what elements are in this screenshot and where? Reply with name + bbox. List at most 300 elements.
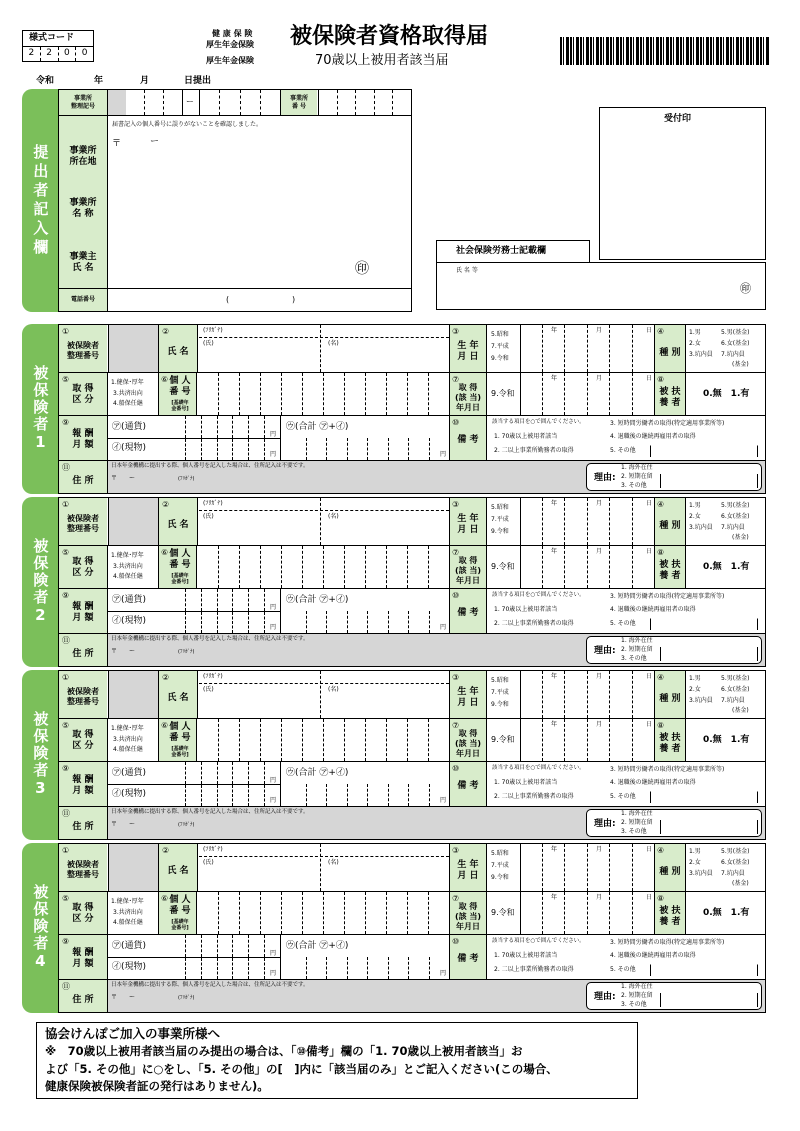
remarks-option-1[interactable]: 1. 70歳以上被用者該当 — [494, 433, 558, 440]
pay-label — [59, 597, 107, 629]
field-num-7: ⑦ — [452, 548, 460, 557]
type-option[interactable]: 1.男 — [689, 675, 701, 682]
address-field[interactable] — [110, 830, 580, 838]
insured-side-label — [26, 670, 54, 840]
insured-block-1 — [0, 324, 800, 494]
address-field[interactable] — [110, 1003, 580, 1011]
era-option[interactable]: 7.平成 — [491, 516, 509, 523]
reason-other-field[interactable] — [660, 820, 758, 834]
acq-option[interactable]: 3.共済出向 — [113, 736, 143, 743]
form-code-digit: 0 — [59, 47, 77, 61]
dependent-options[interactable]: 0.無 1.有 — [703, 908, 750, 918]
pay-kind-field[interactable] — [170, 612, 280, 633]
acq-type-label — [59, 380, 107, 410]
acq-date-era: 9.令和 — [491, 735, 515, 744]
form-subtitle: 70歳以上被用者該当届 — [315, 53, 449, 68]
remarks-option-3[interactable]: 3. 短時間労働者の取得(特定適用事業所等) — [610, 939, 725, 946]
birth-month-unit: 月 — [596, 327, 603, 334]
mynum-sub-label-text: [基礎年 金番号] — [171, 572, 189, 585]
insured-name-field[interactable] — [200, 867, 448, 889]
reason-label: 理由: — [594, 992, 616, 1002]
type-option[interactable]: 7.坑内員 — [721, 351, 745, 358]
birth-year-unit: 年 — [551, 327, 558, 334]
mynum-label-text: 個 人 番 号 — [169, 894, 191, 916]
reason-option[interactable]: 3. その他 — [621, 482, 647, 489]
acq-option[interactable]: 4.船保任継 — [113, 573, 143, 580]
acq-type-label-text: 取 得 区 分 — [72, 902, 94, 924]
mynum-sub-label — [163, 571, 197, 587]
remarks-option-2[interactable]: 2. 二以上事業所勤務者の取得 — [494, 793, 574, 800]
mynum-sub-label-text: [基礎年 金番号] — [171, 745, 189, 758]
insured-reg-label — [59, 509, 107, 539]
acq-date-label-text: 取 得 (該 当) 年月日 — [454, 556, 482, 585]
remarks-option-1[interactable]: 1. 70歳以上被用者該当 — [494, 779, 558, 786]
insured-name-field[interactable] — [200, 521, 448, 543]
remarks-note: 該当する項目を○で囲んでください。 — [492, 938, 585, 944]
address-field[interactable] — [110, 484, 580, 492]
dependent-options[interactable]: 0.無 1.有 — [703, 562, 750, 572]
owner-name-field[interactable] — [110, 246, 360, 280]
remarks-other-field[interactable] — [650, 618, 758, 630]
address-postal: 〒 ー — [111, 475, 136, 482]
type-option[interactable]: 5.男(基金) — [721, 502, 750, 509]
acq-date-field[interactable] — [520, 546, 654, 588]
acq-month-unit: 月 — [596, 375, 603, 382]
mynum-label — [163, 374, 197, 400]
dependent-label — [654, 728, 686, 760]
pay-currency-field[interactable] — [170, 589, 280, 611]
reason-other-field[interactable] — [660, 993, 758, 1007]
type-option[interactable]: 3.坑内員 — [689, 697, 713, 704]
pay-sum-yen: 円 — [440, 451, 447, 458]
acq-option[interactable]: 3.共済出向 — [113, 563, 143, 570]
era-option[interactable]: 7.平成 — [491, 862, 509, 869]
sharoushi-box[interactable] — [436, 262, 766, 310]
dependent-label-text: 被 扶 養 者 — [659, 386, 681, 408]
type-option[interactable]: 1.男 — [689, 502, 701, 509]
insured-side-text: 被保険者2 — [31, 538, 50, 626]
phone-paren-open: ( — [226, 295, 230, 304]
address-note: 日本年金機構に提出する際、個人番号を記入した場合は、住所記入は不要です。 — [111, 636, 309, 642]
birth-month-unit: 月 — [596, 846, 603, 853]
type-option[interactable]: 6.女(基金) — [721, 859, 750, 866]
pay-sum-label: ㋒(合計 ㋐+㋑) — [286, 941, 349, 951]
office-num-label-text: 事業所 番 号 — [289, 95, 308, 110]
acq-option[interactable]: 3.共済出向 — [113, 390, 143, 397]
field-num-2: ② — [162, 846, 170, 855]
type-option[interactable]: 2.女 — [689, 859, 701, 866]
office-reg-shaded — [108, 90, 126, 115]
remarks-option-4[interactable]: 4. 退職後の継続再雇用者の取得 — [610, 433, 696, 440]
field-num-9: ⑨ — [62, 418, 70, 427]
pay-label — [59, 770, 107, 802]
field-num-11: ⑪ — [62, 809, 70, 818]
phone-paren-close: ) — [292, 295, 296, 304]
pay-kind-yen: 円 — [270, 624, 277, 631]
pay-sum-yen: 円 — [440, 624, 447, 631]
birth-label — [449, 509, 487, 541]
office-address-field[interactable] — [110, 150, 408, 180]
address-label: 住 所 — [72, 822, 94, 833]
given-name-label: (名) — [328, 686, 339, 693]
type-option[interactable]: 2.女 — [689, 340, 701, 347]
reason-other-field[interactable] — [660, 474, 758, 488]
birth-day-unit: 日 — [646, 327, 653, 334]
mynum-sub-label — [163, 398, 197, 414]
address-label: 住 所 — [72, 649, 94, 660]
field-num-8: ⑧ — [657, 548, 665, 557]
acq-date-field[interactable] — [520, 719, 654, 761]
field-num-10: ⑩ — [452, 418, 460, 427]
field-num-6: ⑥ — [161, 721, 169, 730]
remarks-label: 備 考 — [457, 781, 479, 792]
type-option[interactable]: 7.坑内員 — [721, 870, 745, 877]
pay-label-text: 報 酬 月 額 — [72, 774, 94, 796]
acq-option[interactable]: 4.船保任継 — [113, 746, 143, 753]
type-label: 種 別 — [659, 694, 681, 705]
type-option[interactable]: 2.女 — [689, 513, 701, 520]
insurance-type-2: 厚生年金保険 — [206, 40, 254, 49]
insured-reg-shaded — [108, 844, 158, 891]
pay-label-text: 報 酬 月 額 — [72, 428, 94, 450]
remarks-option-3[interactable]: 3. 短時間労働者の取得(特定適用事業所等) — [610, 420, 725, 427]
office-num-field[interactable] — [318, 90, 411, 115]
acq-option[interactable]: 1.健保･厚年 — [111, 379, 144, 386]
insured-side-label — [26, 324, 54, 494]
type-option[interactable]: 7.坑内員 — [721, 524, 745, 531]
reason-option[interactable]: 3. その他 — [621, 828, 647, 835]
remarks-label: 備 考 — [457, 608, 479, 619]
birth-date-field[interactable] — [520, 844, 654, 891]
submitter-side-text: 提出者記入欄 — [31, 143, 50, 258]
remarks-other-field[interactable] — [650, 445, 758, 457]
reason-option[interactable]: 2. 短期在留 — [621, 473, 653, 480]
birth-day-unit: 日 — [646, 846, 653, 853]
office-name-label-text: 事業所 名 称 — [69, 197, 97, 219]
field-num-7: ⑦ — [452, 721, 460, 730]
pay-sum-yen: 円 — [440, 797, 447, 804]
field-num-1: ① — [62, 673, 70, 682]
remarks-option-5[interactable]: 5. その他 — [610, 793, 636, 800]
remarks-other-field[interactable] — [650, 791, 758, 803]
surname-label: (氏) — [203, 686, 214, 693]
type-option[interactable]: 3.坑内員 — [689, 351, 713, 358]
dependent-label-text: 被 扶 養 者 — [659, 905, 681, 927]
type-option[interactable]: 1.男 — [689, 848, 701, 855]
office-reg-field-2[interactable] — [200, 90, 280, 115]
pay-currency-field[interactable] — [170, 416, 280, 438]
type-option[interactable]: 5.男(基金) — [721, 848, 750, 855]
birth-month-unit: 月 — [596, 500, 603, 507]
form-code-box — [22, 30, 94, 62]
acq-date-field[interactable] — [520, 373, 654, 415]
mynum-label — [163, 720, 197, 746]
type-option-note: (基金) — [732, 361, 749, 368]
pay-kind-label: ㋑(現物) — [112, 443, 147, 453]
era-option[interactable]: 5.昭和 — [491, 677, 509, 684]
acq-date-era: 9.令和 — [491, 389, 515, 398]
reason-option[interactable]: 1. 海外在住 — [621, 983, 653, 990]
address-furigana: (ﾌﾘｶﾞﾅ) — [178, 822, 195, 828]
insured-reg-label-text: 被保険者 整理番号 — [67, 860, 99, 879]
pay-kind-field[interactable] — [170, 439, 280, 460]
phone-field[interactable] — [110, 290, 408, 310]
insured-side-text: 被保険者1 — [31, 365, 50, 453]
acq-option[interactable]: 4.船保任継 — [113, 400, 143, 407]
type-option[interactable]: 3.坑内員 — [689, 870, 713, 877]
insured-side-text: 被保険者3 — [31, 711, 50, 799]
era-option[interactable]: 5.昭和 — [491, 850, 509, 857]
address-field[interactable] — [110, 657, 580, 665]
remarks-option-1[interactable]: 1. 70歳以上被用者該当 — [494, 952, 558, 959]
type-option[interactable]: 6.女(基金) — [721, 340, 750, 347]
birth-day-unit: 日 — [646, 673, 653, 680]
pay-label-text: 報 酬 月 額 — [72, 947, 94, 969]
mynum-field[interactable] — [198, 892, 449, 934]
insured-side-text: 被保険者4 — [31, 884, 50, 972]
sharoushi-label: 社会保険労務士記載欄 — [456, 246, 547, 256]
insured-name-field[interactable] — [200, 348, 448, 370]
insured-reg-label — [59, 855, 107, 885]
pay-kind-field[interactable] — [170, 785, 280, 806]
reason-option[interactable]: 2. 短期在留 — [621, 646, 653, 653]
type-option[interactable]: 6.女(基金) — [721, 686, 750, 693]
type-option[interactable]: 2.女 — [689, 686, 701, 693]
insurance-type-1: 健 康 保 険 — [212, 29, 253, 38]
acq-date-label — [449, 382, 487, 414]
remarks-option-5[interactable]: 5. その他 — [610, 447, 636, 454]
pay-currency-label: ㋐(通貨) — [112, 595, 147, 605]
era-option[interactable]: 9.令和 — [491, 701, 509, 708]
type-option-note: (基金) — [732, 534, 749, 541]
insured-name-field[interactable] — [200, 694, 448, 716]
dependent-label — [654, 555, 686, 587]
mynumber-note: 届書記入の個人番号に誤りがないことを確認しました。 — [112, 121, 263, 128]
remarks-option-2[interactable]: 2. 二以上事業所勤務者の取得 — [494, 447, 574, 454]
acq-type-label-text: 取 得 区 分 — [72, 383, 94, 405]
acq-option[interactable]: 1.健保･厚年 — [111, 898, 144, 905]
address-postal: 〒 ー — [111, 648, 136, 655]
name-furigana-label: (ﾌﾘｶﾞﾅ) — [203, 673, 223, 680]
remarks-option-3[interactable]: 3. 短時間労働者の取得(特定適用事業所等) — [610, 593, 725, 600]
field-num-1: ① — [62, 846, 70, 855]
era-option[interactable]: 9.令和 — [491, 528, 509, 535]
acq-date-label — [449, 728, 487, 760]
birth-year-unit: 年 — [551, 673, 558, 680]
surname-label: (氏) — [203, 340, 214, 347]
pay-sum-field[interactable] — [286, 611, 449, 633]
field-num-9: ⑨ — [62, 937, 70, 946]
field-num-2: ② — [162, 500, 170, 509]
surname-label: (氏) — [203, 513, 214, 520]
reason-option[interactable]: 2. 短期在留 — [621, 992, 653, 999]
birth-year-unit: 年 — [551, 500, 558, 507]
reason-label: 理由: — [594, 646, 616, 656]
insurance-type-3: 厚生年金保険 — [206, 56, 254, 65]
field-num-1: ① — [62, 500, 70, 509]
pay-sum-yen: 円 — [440, 970, 447, 977]
office-name-field[interactable] — [110, 192, 408, 226]
field-num-7: ⑦ — [452, 375, 460, 384]
birth-month-unit: 月 — [596, 673, 603, 680]
date-month: 月 — [140, 76, 150, 86]
pay-kind-field[interactable] — [170, 958, 280, 979]
date-year: 年 — [94, 76, 104, 86]
remarks-option-4[interactable]: 4. 退職後の継続再雇用者の取得 — [610, 952, 696, 959]
mynum-label — [163, 547, 197, 573]
pay-kind-yen: 円 — [270, 797, 277, 804]
given-name-label: (名) — [328, 340, 339, 347]
address-furigana: (ﾌﾘｶﾞﾅ) — [178, 649, 195, 655]
acq-type-label — [59, 553, 107, 583]
era-option[interactable]: 5.昭和 — [491, 331, 509, 338]
pay-kind-yen: 円 — [270, 451, 277, 458]
pay-currency-label: ㋐(通貨) — [112, 422, 147, 432]
type-label: 種 別 — [659, 521, 681, 532]
pay-sum-field[interactable] — [286, 784, 449, 806]
era-option[interactable]: 7.平成 — [491, 689, 509, 696]
field-num-3: ③ — [452, 500, 460, 509]
reason-label: 理由: — [594, 473, 616, 483]
type-option[interactable]: 3.坑内員 — [689, 524, 713, 531]
reason-option[interactable]: 1. 海外在住 — [621, 810, 653, 817]
field-num-6: ⑥ — [161, 375, 169, 384]
type-option[interactable]: 7.坑内員 — [721, 697, 745, 704]
field-num-8: ⑧ — [657, 375, 665, 384]
receipt-stamp-box — [599, 107, 766, 260]
insured-name-label: 氏 名 — [167, 693, 189, 704]
insured-reg-label — [59, 682, 107, 712]
insured-reg-shaded — [108, 498, 158, 545]
field-num-8: ⑧ — [657, 721, 665, 730]
remarks-option-2[interactable]: 2. 二以上事業所勤務者の取得 — [494, 966, 574, 973]
address-label: 住 所 — [72, 476, 94, 487]
era-option[interactable]: 7.平成 — [491, 343, 509, 350]
acq-date-label-text: 取 得 (該 当) 年月日 — [454, 902, 482, 931]
insured-block-4 — [0, 843, 800, 1013]
field-num-1: ① — [62, 327, 70, 336]
field-num-2: ② — [162, 327, 170, 336]
field-num-5: ⑤ — [62, 894, 70, 903]
dependent-options[interactable]: 0.無 1.有 — [703, 389, 750, 399]
era-option[interactable]: 5.昭和 — [491, 504, 509, 511]
field-num-4: ④ — [657, 327, 665, 336]
pay-sum-field[interactable] — [286, 957, 449, 979]
acq-day-unit: 日 — [646, 375, 653, 382]
birth-date-field[interactable] — [520, 325, 654, 372]
insured-reg-label-text: 被保険者 整理番号 — [67, 341, 99, 360]
mynum-label — [163, 893, 197, 919]
office-address-label-text: 事業所 所在地 — [69, 145, 97, 167]
phone-label: 電話番号 — [70, 296, 95, 304]
remarks-option-4[interactable]: 4. 退職後の継続再雇用者の取得 — [610, 779, 696, 786]
pay-sum-field[interactable] — [286, 438, 449, 460]
acq-date-field[interactable] — [520, 892, 654, 934]
pay-currency-field[interactable] — [170, 762, 280, 784]
remarks-option-4[interactable]: 4. 退職後の継続再雇用者の取得 — [610, 606, 696, 613]
remarks-option-3[interactable]: 3. 短時間労働者の取得(特定適用事業所等) — [610, 766, 725, 773]
insured-name-label: 氏 名 — [167, 520, 189, 531]
pay-label — [59, 943, 107, 975]
remarks-option-5[interactable]: 5. その他 — [610, 966, 636, 973]
pay-currency-yen: 円 — [270, 950, 277, 957]
office-name-label — [59, 192, 107, 226]
insured-reg-label-text: 被保険者 整理番号 — [67, 514, 99, 533]
birth-day-unit: 日 — [646, 500, 653, 507]
reason-option[interactable]: 3. その他 — [621, 1001, 647, 1008]
type-option[interactable]: 5.男(基金) — [721, 675, 750, 682]
address-postal: 〒 ー — [111, 994, 136, 1001]
acq-option[interactable]: 4.船保任継 — [113, 919, 143, 926]
acq-date-era: 9.令和 — [491, 562, 515, 571]
insured-reg-shaded — [108, 325, 158, 372]
remarks-note: 該当する項目を○で囲んでください。 — [492, 765, 585, 771]
pay-kind-label: ㋑(現物) — [112, 789, 147, 799]
acq-option[interactable]: 3.共済出向 — [113, 909, 143, 916]
birth-label-text: 生 年 月 日 — [457, 859, 479, 881]
era-option[interactable]: 9.令和 — [491, 355, 509, 362]
type-option[interactable]: 5.男(基金) — [721, 329, 750, 336]
pay-label — [59, 424, 107, 456]
type-label: 種 別 — [659, 867, 681, 878]
birth-label-text: 生 年 月 日 — [457, 340, 479, 362]
birth-date-field[interactable] — [520, 498, 654, 545]
form-code-digit: 2 — [41, 47, 59, 61]
pay-currency-yen: 円 — [270, 431, 277, 438]
remarks-option-2[interactable]: 2. 二以上事業所勤務者の取得 — [494, 620, 574, 627]
pay-label-text: 報 酬 月 額 — [72, 601, 94, 623]
receipt-label: 受付印 — [664, 114, 692, 124]
insured-reg-label — [59, 336, 107, 366]
address-label: 住 所 — [72, 995, 94, 1006]
remarks-option-1[interactable]: 1. 70歳以上被用者該当 — [494, 606, 558, 613]
field-num-8: ⑧ — [657, 894, 665, 903]
office-reg-field[interactable] — [126, 90, 182, 115]
pay-currency-field[interactable] — [170, 935, 280, 957]
pay-currency-label: ㋐(通貨) — [112, 768, 147, 778]
birth-label — [449, 336, 487, 368]
mynum-field[interactable] — [198, 719, 449, 761]
type-option[interactable]: 6.女(基金) — [721, 513, 750, 520]
acq-option[interactable]: 1.健保･厚年 — [111, 552, 144, 559]
insured-side-label — [26, 843, 54, 1013]
reason-other-field[interactable] — [660, 647, 758, 661]
acq-type-label-text: 取 得 区 分 — [72, 556, 94, 578]
address-furigana: (ﾌﾘｶﾞﾅ) — [178, 476, 195, 482]
reason-option[interactable]: 1. 海外在住 — [621, 637, 653, 644]
acq-option[interactable]: 1.健保･厚年 — [111, 725, 144, 732]
field-num-4: ④ — [657, 846, 665, 855]
birth-date-field[interactable] — [520, 671, 654, 718]
acq-date-label — [449, 555, 487, 587]
dependent-options[interactable]: 0.無 1.有 — [703, 735, 750, 745]
remarks-other-field[interactable] — [650, 964, 758, 976]
mynum-sub-label — [163, 744, 197, 760]
reason-option[interactable]: 2. 短期在留 — [621, 819, 653, 826]
reason-option[interactable]: 3. その他 — [621, 655, 647, 662]
mynum-field[interactable] — [198, 373, 449, 415]
acq-date-label-text: 取 得 (該 当) 年月日 — [454, 383, 482, 412]
acq-type-label — [59, 726, 107, 756]
era-option[interactable]: 9.令和 — [491, 874, 509, 881]
field-num-5: ⑤ — [62, 375, 70, 384]
reason-option[interactable]: 1. 海外在住 — [621, 464, 653, 471]
type-option[interactable]: 1.男 — [689, 329, 701, 336]
reason-label: 理由: — [594, 819, 616, 829]
mynum-field[interactable] — [198, 546, 449, 588]
remarks-option-5[interactable]: 5. その他 — [610, 620, 636, 627]
mynum-sub-label-text: [基礎年 金番号] — [171, 918, 189, 931]
